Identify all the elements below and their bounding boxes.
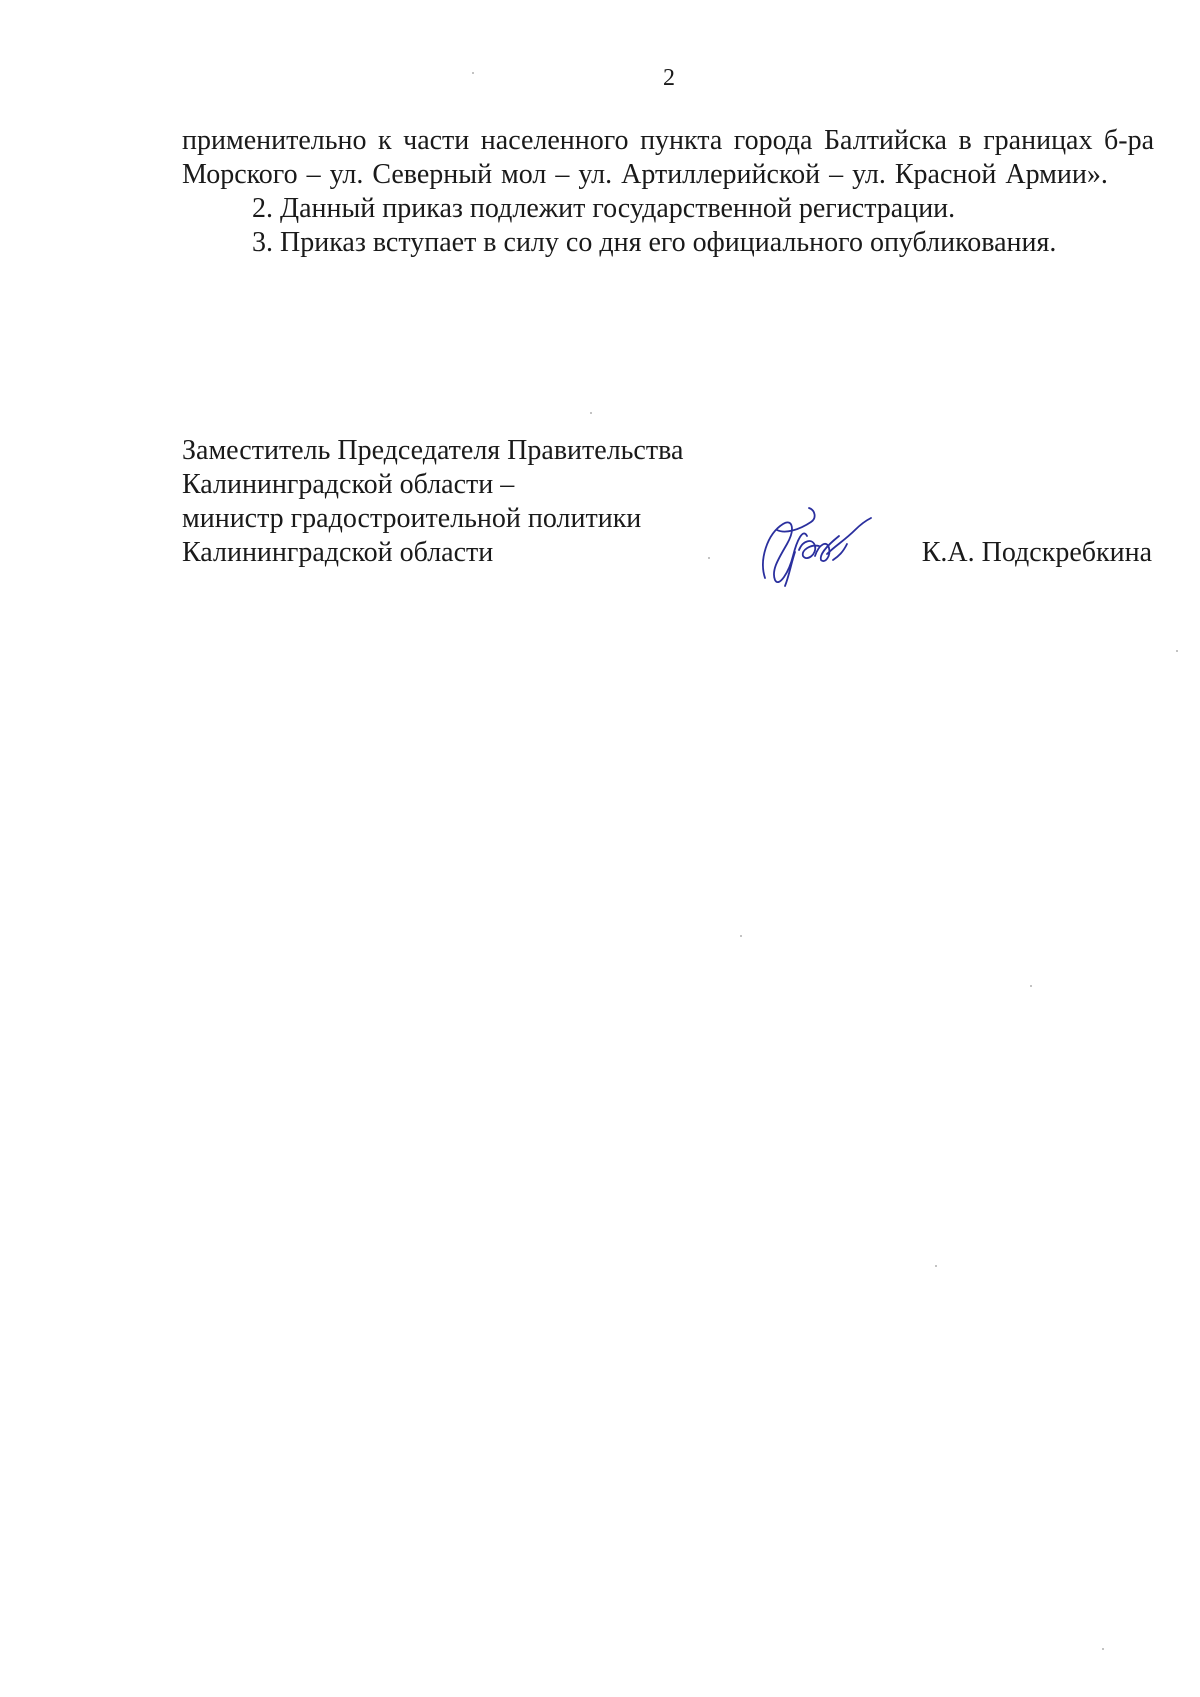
signatory-title-line: Калининградской области: [182, 537, 494, 568]
scan-speck: [708, 557, 710, 559]
page-number: 2: [663, 65, 675, 91]
document-body: [182, 124, 1154, 260]
order-item-2: 2. Данный приказ подлежит государственной регистрации.: [252, 193, 956, 224]
scan-speck: [740, 935, 742, 937]
scan-speck: [472, 72, 474, 74]
signatory-title-line: Заместитель Председателя Правительства: [182, 435, 684, 466]
scan-speck: [1102, 1648, 1104, 1650]
signatory-title-line: Калининградской области –: [182, 469, 515, 500]
paragraph-continuation: применительно к части населенного пункта города Балтийска в границах б-ра Морского – ул. Северный мол – ул. Артиллерийской – ул. Красной Армии».: [182, 125, 1154, 190]
scan-speck: [1030, 985, 1032, 987]
scan-speck: [590, 412, 592, 414]
signatory-title-line: министр градостроительной политики: [182, 503, 642, 534]
order-item-3: 3. Приказ вступает в силу со дня его официального опубликования.: [252, 227, 1057, 258]
signer-name: К.А. Подскребкина: [921, 537, 1152, 568]
scan-speck: [1176, 650, 1178, 652]
signatory-title: [182, 434, 742, 570]
handwritten-signature: [755, 500, 875, 590]
scan-speck: [935, 1265, 937, 1267]
